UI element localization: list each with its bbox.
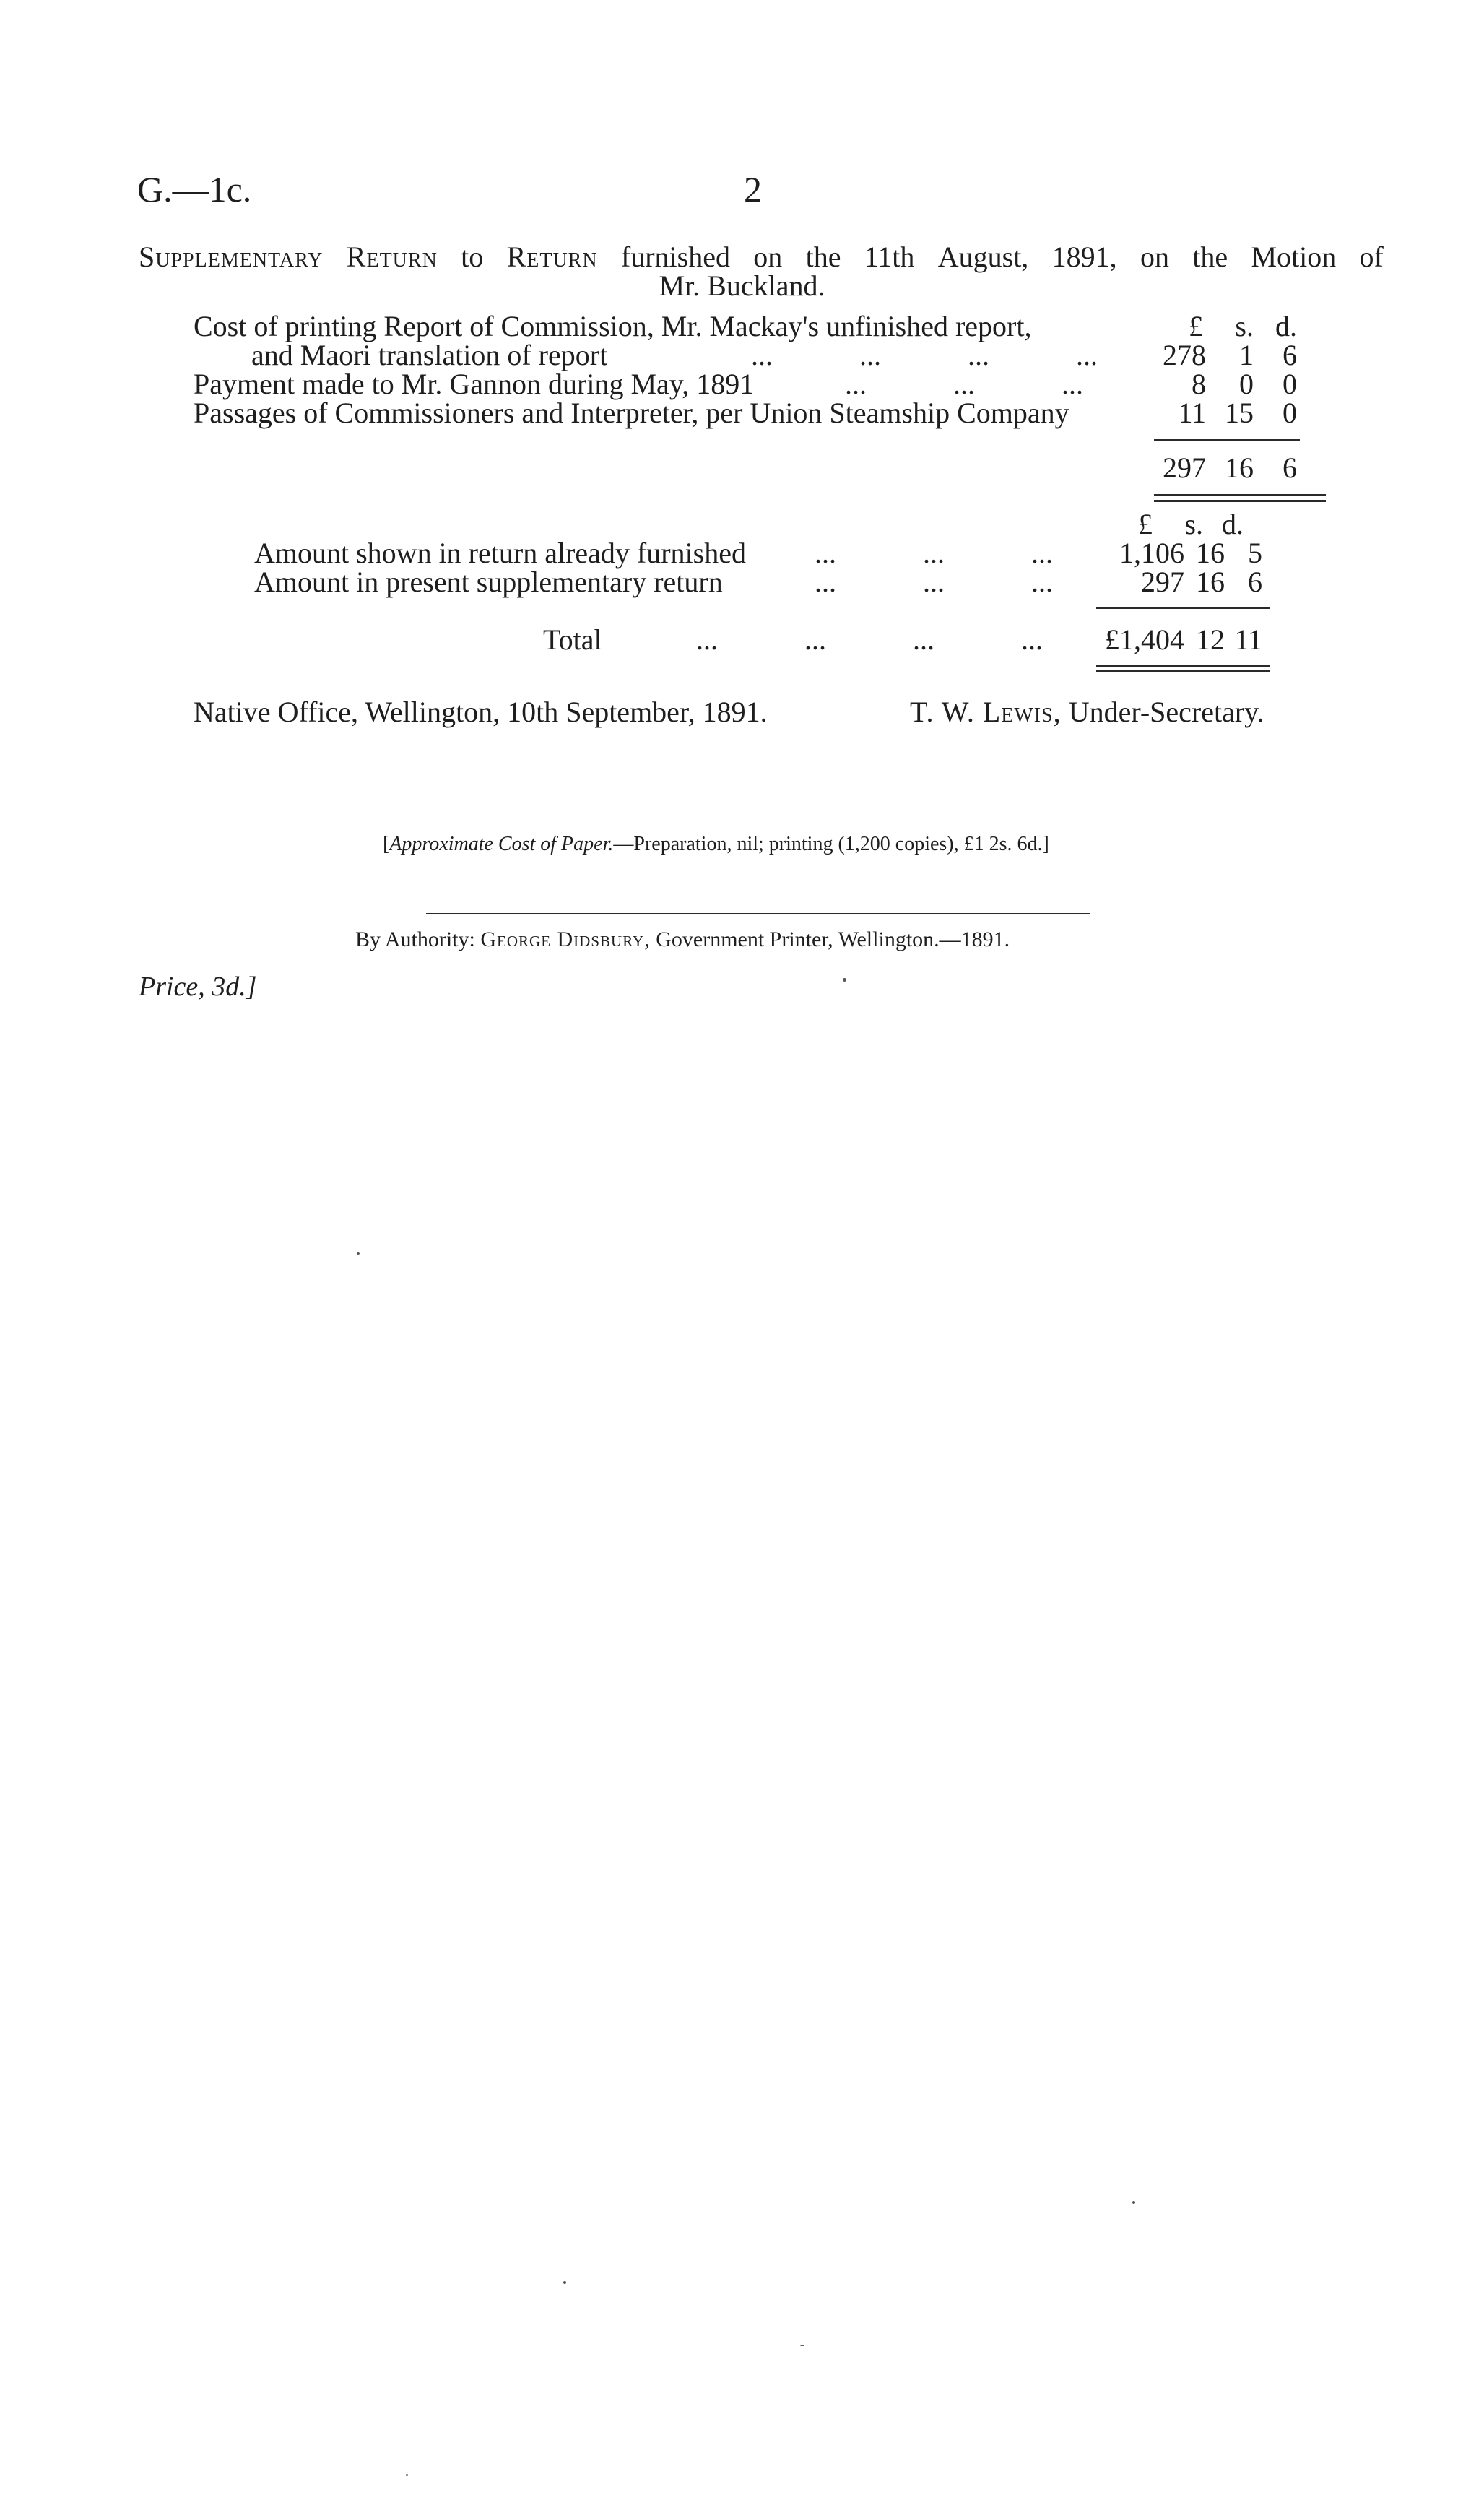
subtotal-double-rule-top xyxy=(1154,494,1326,496)
summary-2-pounds: 297 xyxy=(1141,566,1184,598)
speck xyxy=(800,2345,804,2346)
signer-title: Under-Secretary. xyxy=(1068,696,1264,728)
title-word: August, xyxy=(937,241,1029,273)
signature xyxy=(910,695,1264,730)
title-word: 1891, xyxy=(1051,241,1117,273)
subtotal-pounds: 297 xyxy=(1163,451,1206,484)
summary-header-pounds: £ xyxy=(1138,508,1153,540)
item-1-pence: 6 xyxy=(1283,339,1297,371)
items-header-pounds: £ xyxy=(1189,310,1203,342)
place-and-date: Native Office, Wellington, 10th September, 1891. xyxy=(194,696,768,728)
total-leaders: ... ... ... ... xyxy=(696,623,1043,656)
signer-name: T. W. Lewis, xyxy=(910,696,1062,728)
subtotal-pence: 6 xyxy=(1283,451,1297,484)
item-1-description: Cost of printing Report of Commission, Mr. Mackay's unfinished report, xyxy=(194,310,1032,342)
subtotal-shillings: 16 xyxy=(1225,451,1254,484)
item-3-shillings: 15 xyxy=(1225,397,1254,429)
title-word: Motion xyxy=(1251,241,1337,273)
document-reference: G.—1c. xyxy=(137,169,252,209)
summary-1-pence: 5 xyxy=(1248,537,1262,569)
total-double-rule-bottom xyxy=(1096,670,1270,672)
summary-2-pence: 6 xyxy=(1248,566,1262,598)
title-word: furnished xyxy=(620,241,730,273)
subtotal-rule xyxy=(1154,439,1300,441)
title-word: the xyxy=(1192,241,1228,273)
title-word: the xyxy=(805,241,841,273)
item-2-description: Payment made to Mr. Gannon during May, 1891 xyxy=(194,368,755,400)
price: Price, 3d.] xyxy=(139,972,257,1002)
summary-1-shillings: 16 xyxy=(1196,537,1225,569)
items-header-shillings: s. xyxy=(1235,310,1254,342)
title-word: to xyxy=(461,241,484,273)
item-1-pounds: 278 xyxy=(1163,339,1206,371)
speck xyxy=(1132,2201,1135,2204)
title-word: on xyxy=(1140,241,1169,273)
imprint xyxy=(355,927,1010,952)
title-word: 11th xyxy=(864,241,915,273)
title-word: on xyxy=(753,241,783,273)
total-double-rule-top xyxy=(1096,665,1270,667)
imprint-rule xyxy=(426,913,1090,914)
title-word: Return xyxy=(506,241,598,273)
title-word: of xyxy=(1359,241,1384,273)
page-number: 2 xyxy=(744,169,762,209)
item-2-pence: 0 xyxy=(1283,368,1297,400)
item-3-description: Passages of Commissioners and Interpreter, per Union Steamship Company xyxy=(194,397,1069,429)
summary-1-label: Amount shown in return already furnished xyxy=(254,537,746,569)
summary-1-leaders: ... ... ... xyxy=(815,537,1053,569)
speck xyxy=(563,2281,566,2284)
item-1-description-continued: and Maori translation of report xyxy=(251,339,608,371)
cost-note xyxy=(383,832,1049,857)
title-word: Supplementary xyxy=(139,241,324,273)
subtotal-double-rule-bottom xyxy=(1154,500,1326,502)
speck xyxy=(406,2474,408,2476)
total-pounds: £1,404 xyxy=(1105,623,1184,656)
item-2-leaders: ... ... ... xyxy=(845,368,1083,400)
summary-2-label: Amount in present supplementary return xyxy=(254,566,723,598)
total-pence: 11 xyxy=(1234,623,1262,656)
cost-note-details: —Preparation, nil; printing (1,200 copies), £1 2s. 6d.] xyxy=(613,833,1049,855)
item-1-shillings: 1 xyxy=(1239,339,1254,371)
title-line-2: Mr. Buckland. xyxy=(659,269,825,302)
item-1-leaders: ... ... ... ... xyxy=(751,339,1098,371)
summary-2-leaders: ... ... ... xyxy=(815,566,1053,598)
items-header-pence: d. xyxy=(1275,310,1297,342)
title-word: Return xyxy=(346,241,438,273)
item-3-pounds: 11 xyxy=(1178,397,1206,429)
item-3-pence: 0 xyxy=(1283,397,1297,429)
summary-header-shillings: s. xyxy=(1184,508,1203,540)
item-2-pounds: 8 xyxy=(1192,368,1206,400)
speck xyxy=(357,1252,360,1255)
imprint-details: Government Printer, Wellington.—1891. xyxy=(656,927,1010,951)
total-rule xyxy=(1096,607,1270,609)
summary-1-pounds: 1,106 xyxy=(1119,537,1184,569)
item-2-shillings: 0 xyxy=(1239,368,1254,400)
imprint-printer: George Didsbury, xyxy=(480,927,651,951)
summary-2-shillings: 16 xyxy=(1196,566,1225,598)
total-shillings: 12 xyxy=(1196,623,1225,656)
cost-note-heading: Approximate Cost of Paper. xyxy=(389,833,614,855)
speck xyxy=(843,978,846,982)
imprint-prefix: By Authority: xyxy=(355,927,475,951)
total-label: Total xyxy=(543,623,602,656)
cost-note-bracket: [ xyxy=(383,833,390,855)
summary-header-pence: d. xyxy=(1222,508,1244,540)
